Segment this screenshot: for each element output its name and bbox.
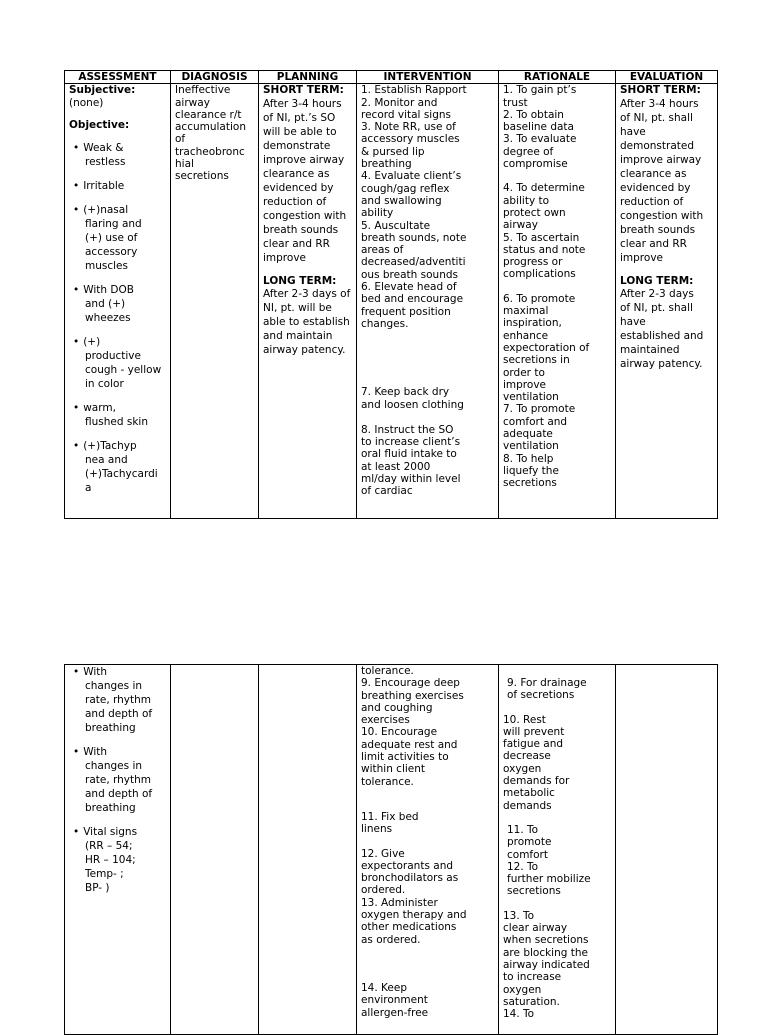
header-evaluation: EVALUATION [616,71,718,84]
objective-label: Objective: [69,118,130,131]
assessment-item: • Vital signs (RR – 54; HR – 104; Temp- ; BP- ) [73,826,138,894]
intervention-block: 7. Keep back dry and loosen clothing [361,386,464,411]
intervention-block: tolerance. 9. Encourage deep breathing exercises and coughing exercises 10. Encourage adequate rest and limit activities to within client tolerance. [361,665,464,788]
planning-long-term-label: LONG TERM: [263,274,337,287]
planning-cell [259,665,357,1035]
planning-short-term-text: After 3-4 hours of NI, pt.’s SO will be able to demonstrate improve airway clearance as evidenced by reduction of congestion with breath sounds clear and RR improve [263,97,347,264]
assessment-item: • With changes in rate, rhythm and depth of breathing [73,666,153,734]
header-assessment: ASSESSMENT [65,71,171,84]
assessment-item: • (+)nasal flaring and (+) use of accessory muscles [73,204,142,273]
intervention-block: 11. Fix bed linens [361,810,419,836]
assessment-item: • warm, flushed skin [73,402,148,429]
diagnosis-cell [171,665,259,1035]
evaluation-short-term-text: After 3-4 hours of NI, pt. shall have demonstrated improve airway clearance as evidenced by reduction of congestion with breath sounds clear and RR improve [620,97,704,264]
intervention-block: 8. Instruct the SO to increase client’s oral fluid intake to at least 2000 ml/day within level of cardiac [361,423,461,498]
evaluation-long-term-text: After 2-3 days of NI, pt. shall have established and maintained airway patency. [620,287,704,370]
diagnosis-cell [171,84,259,519]
rationale-block: 9. For drainage of secretions [507,677,587,702]
table-row [65,84,718,519]
rationale-block: 11. To promote comfort 12. To further mobilize secretions [507,823,591,898]
care-plan-table-page1 [64,70,718,519]
subjective-value: (none) [69,96,104,109]
evaluation-short-term-label: SHORT TERM: [620,84,701,97]
evaluation-cell [616,665,718,1035]
header-intervention: INTERVENTION [357,71,499,84]
planning-long-term-text: After 2-3 days of NI, pt. will be able to establish and maintain airway patency. [263,287,351,356]
assessment-item: • With DOB and (+) wheezes [73,284,134,325]
assessment-item: • Weak & restless [73,142,126,169]
evaluation-cell [616,84,718,519]
assessment-item: • Irritable [73,180,125,193]
rationale-cell [499,665,616,1035]
assessment-cell [65,84,171,519]
diagnosis-text: Ineffective airway clearance r/t accumulation of tracheobronc hial secretions [175,84,246,183]
care-plan-table-page2 [64,664,718,1035]
rationale-block: 10. Rest will prevent fatigue and decrease oxygen demands for metabolic demands [503,713,570,812]
rationale-block: 4. To determine ability to protect own airway 5. To ascertain status and note progress or complications [503,182,586,281]
table-row [65,665,718,1035]
assessment-item: • (+) productive cough - yellow in color [73,336,162,391]
rationale-block: 6. To promote maximal inspiration, enhance expectoration of secretions in order to improve ventilation 7. To promote comfort and adequate ventilation 8. To help liquefy the secretions [503,292,590,490]
header-planning: PLANNING [259,71,357,84]
planning-cell [259,84,357,519]
subjective-label: Subjective: [69,84,136,97]
rationale-block: 13. To clear airway when secretions are blocking the airway indicated to increase oxygen saturation. 14. To [503,909,590,1021]
intervention-block: 1. Establish Rapport 2. Monitor and record vital signs 3. Note RR, use of accessory muscles & pursed lip breathing 4. Evaluate client’s cough/gag reflex and swallowing ability 5. Auscultate breath sounds, note areas of decreased/adventiti ous breath sounds 6. Elevate head of bed and encourage frequent position changes. [361,84,467,330]
intervention-block: 12. Give expectorants and bronchodilators as ordered. 13. Administer oxygen therapy and other medications as ordered. [361,847,467,946]
planning-short-term-label: SHORT TERM: [263,84,344,97]
evaluation-long-term-label: LONG TERM: [620,274,694,287]
rationale-block: 1. To gain pt’s trust 2. To obtain baseline data 3. To evaluate degree of compromise [503,84,577,171]
header-rationale: RATIONALE [499,71,616,84]
intervention-cell [357,84,499,519]
assessment-cell [65,665,171,1035]
assessment-item: • (+)Tachyp nea and (+)Tachycardi a [73,440,158,495]
intervention-cell [357,665,499,1035]
intervention-block: 14. Keep environment allergen-free [361,981,429,1019]
assessment-item: • With changes in rate, rhythm and depth of breathing [73,746,153,814]
table-header-row [65,71,718,84]
rationale-cell [499,84,616,519]
header-diagnosis: DIAGNOSIS [171,71,259,84]
